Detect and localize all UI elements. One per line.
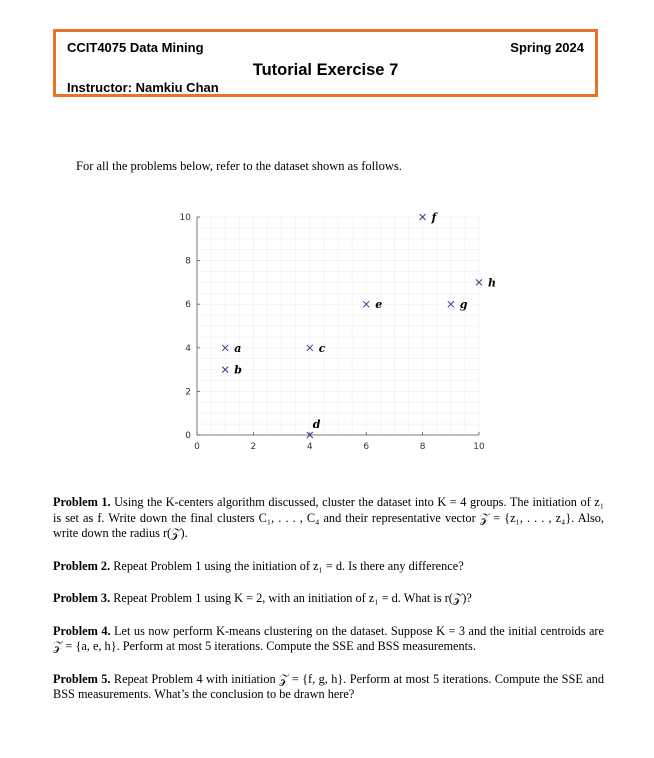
point-label-g: g	[459, 298, 468, 312]
term: Spring 2024	[510, 40, 584, 55]
problem-label: Problem 3.	[53, 591, 111, 605]
x-tick-label: 4	[306, 442, 313, 452]
point-label-f: f	[431, 211, 437, 224]
point-label-h: h	[488, 276, 496, 290]
y-tick-label: 2	[185, 387, 191, 398]
problem-text: Repeat Problem 4 with initiation 𝒵 = {f, g, h}. Perform at most 5 iterations. Compute the SSE and BSS measurements. What’s the conclusion to be drawn here?	[53, 671, 604, 701]
x-tick-label: 0	[194, 442, 200, 452]
problem-label: Problem 1.	[53, 495, 111, 509]
y-tick-label: 0	[185, 431, 191, 441]
problem-5	[53, 672, 604, 703]
problem-text: Let us now perform K-means clustering on the dataset. Suppose K = 3 and the initial centroids are 𝒵 = {a, e, h}. Perform at most 5 iterations. Compute the SSE and BSS measurements.	[53, 623, 604, 653]
problem-text: Repeat Problem 1 using K = 2, with an initiation of z₁ = d. What is r(𝒵)?	[113, 591, 472, 605]
point-label-c: c	[318, 341, 326, 355]
problem-label: Problem 5.	[53, 671, 111, 686]
problem-2	[53, 559, 604, 575]
point-label-e: e	[375, 298, 383, 312]
point-label-b: b	[234, 363, 242, 377]
problem-text: Repeat Problem 1 using the initiation of z₁ = d. Is there any difference?	[113, 558, 464, 573]
intro-text: For all the problems below, refer to the dataset shown as follows.	[76, 159, 402, 173]
problem-4	[53, 624, 604, 655]
point-label-a: a	[234, 341, 242, 355]
course-name: CCIT4075 Data Mining	[67, 40, 204, 55]
problem-1	[53, 495, 604, 542]
x-tick-label: 10	[473, 442, 485, 452]
problem-label: Problem 4.	[53, 623, 111, 638]
scatter-chart	[165, 200, 505, 460]
problem-list	[53, 495, 604, 720]
problem-3	[53, 591, 604, 607]
y-tick-label: 8	[185, 256, 191, 267]
page-title: Tutorial Exercise 7	[252, 61, 399, 79]
point-label-d: d	[312, 418, 321, 431]
x-tick-label: 6	[363, 442, 370, 452]
header-box	[53, 29, 598, 97]
instructor: Instructor: Namkiu Chan	[67, 80, 219, 95]
y-tick-label: 10	[179, 213, 191, 223]
y-tick-label: 6	[185, 300, 191, 311]
problem-text: Using the K-centers algorithm discussed, cluster the dataset into K = 4 groups. The initiation of z₁ is set as f. Write down the final clusters C₁, . . . , C₄ and their representative vector 𝒵 = {z₁, . . . , z₄}. Also, write down the radius r(𝒵).	[53, 495, 604, 540]
x-tick-label: 2	[250, 442, 257, 452]
y-tick-label: 4	[185, 343, 191, 354]
x-tick-label: 8	[419, 442, 426, 452]
problem-label: Problem 2.	[53, 558, 111, 573]
